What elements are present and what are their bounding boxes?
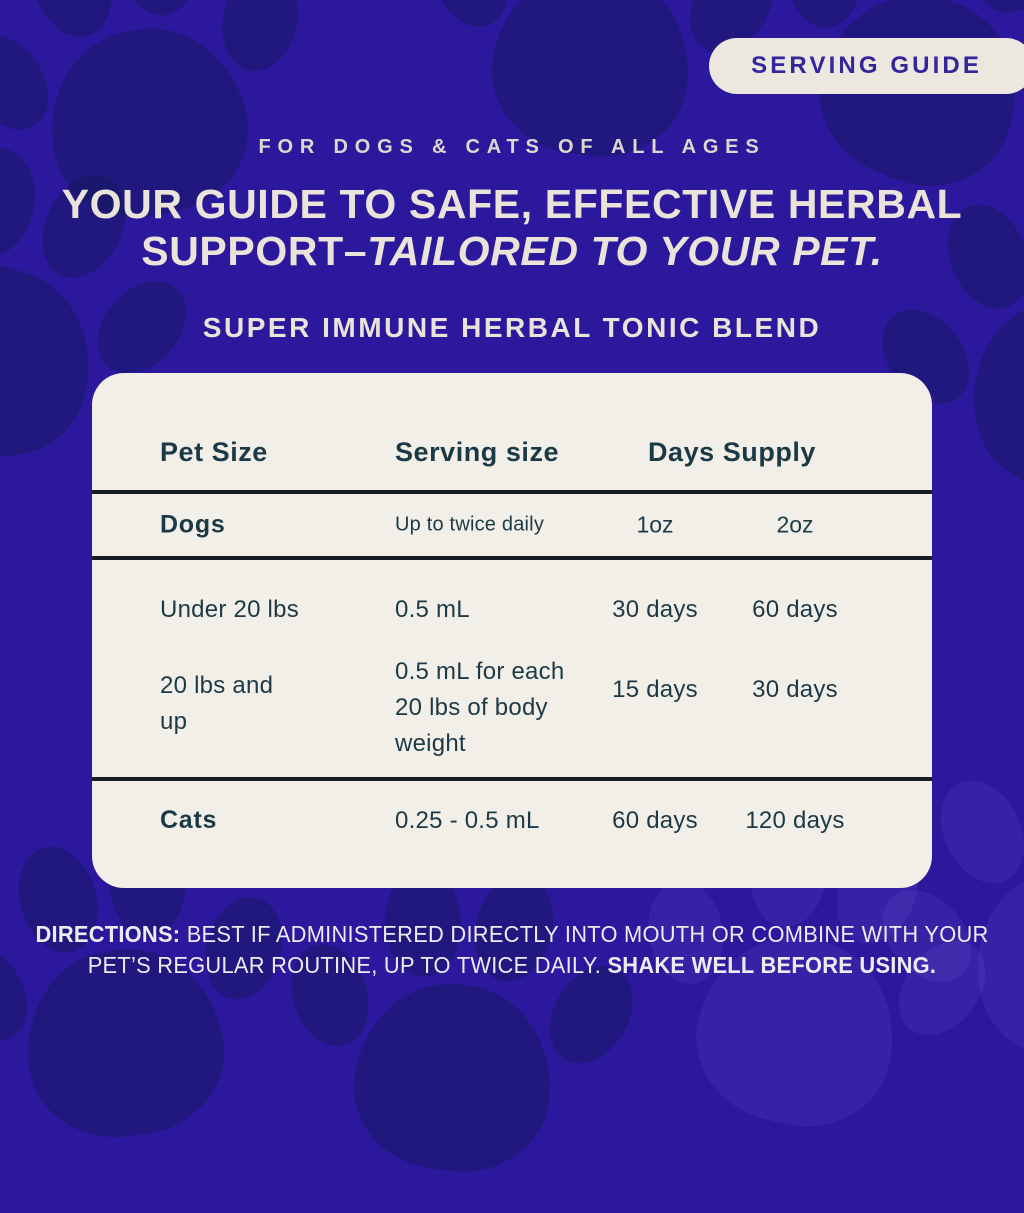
- serving-line: 20 lbs of body: [395, 694, 548, 721]
- days-supply-1oz-cats: 60 days: [612, 807, 698, 834]
- headline-line1: YOUR GUIDE TO SAFE, EFFECTIVE HERBAL: [61, 181, 963, 227]
- table-rows-dog-weights: [92, 560, 932, 777]
- pet-weight-20lbs-and-up: [160, 668, 273, 740]
- directions-inner: [13, 919, 1011, 981]
- table-row-dogs: [92, 494, 932, 556]
- paw-print-decoration: [274, 848, 647, 1212]
- bottle-size-2oz: 2oz: [776, 511, 814, 538]
- serving-line: weight: [395, 730, 466, 757]
- headline-line2: [0, 228, 1024, 275]
- table-row-cats: [92, 781, 932, 888]
- serving-20lbs-and-up: [395, 654, 564, 762]
- pet-weight-under-20lbs: Under 20 lbs: [160, 596, 299, 623]
- dogs-serving-frequency: Up to twice daily: [395, 513, 545, 536]
- serving-guide-badge: [709, 38, 1024, 94]
- eyebrow-text: FOR DOGS & CATS OF ALL AGES: [258, 136, 766, 158]
- days-supply-1oz-20lbs-and-up: 15 days: [612, 676, 698, 703]
- serving-under-20lbs: 0.5 mL: [395, 596, 470, 623]
- column-header-days-supply: Days Supply: [648, 436, 816, 467]
- pet-label-dogs: Dogs: [160, 510, 226, 539]
- serving-cats: 0.25 - 0.5 mL: [395, 807, 540, 834]
- directions-text: [0, 919, 1024, 981]
- pet-label-cats: Cats: [160, 806, 218, 834]
- days-supply-2oz-20lbs-and-up: 30 days: [752, 676, 838, 703]
- days-supply-2oz-cats: 120 days: [745, 807, 845, 834]
- days-supply-1oz-under-20lbs: 30 days: [612, 596, 698, 623]
- directions-shake-well: SHAKE WELL BEFORE USING.: [607, 952, 937, 978]
- pet-weight-line: up: [160, 708, 188, 735]
- column-header-serving-size: Serving size: [395, 436, 560, 467]
- serving-guide-badge-label: SERVING GUIDE: [751, 52, 982, 79]
- directions-body: BEST IF ADMINISTERED DIRECTLY INTO MOUTH OR COMBINE WITH YOUR PET’S REGULAR ROUTINE, UP TO TWICE DAILY.: [87, 921, 989, 978]
- directions-label: DIRECTIONS:: [35, 921, 181, 947]
- column-header-pet-size: Pet Size: [160, 436, 268, 467]
- headline-line2-italic: TAILORED TO YOUR PET.: [367, 228, 883, 274]
- product-name: SUPER IMMUNE HERBAL TONIC BLEND: [202, 312, 822, 343]
- pet-weight-line: 20 lbs and: [160, 672, 274, 699]
- headline-line2-start: SUPPORT–: [141, 228, 368, 274]
- serving-table-card: [92, 373, 932, 888]
- main-headline: [0, 181, 1024, 275]
- days-supply-2oz-under-20lbs: 60 days: [752, 596, 838, 623]
- table-header-row: [92, 373, 932, 490]
- bottle-size-1oz: 1oz: [636, 511, 674, 538]
- serving-line: 0.5 mL for each: [395, 658, 565, 685]
